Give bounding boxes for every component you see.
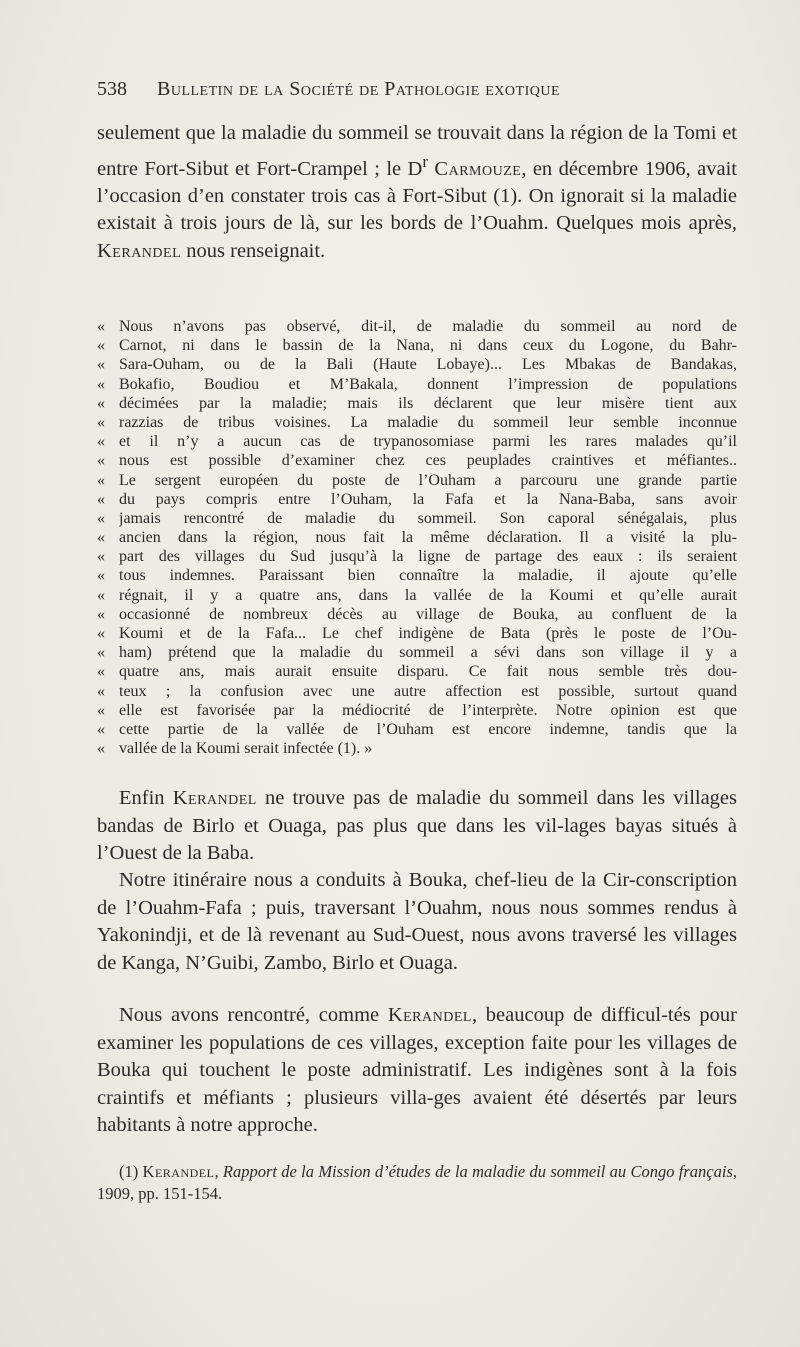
quote-line xyxy=(97,586,737,605)
quote-line xyxy=(97,566,737,585)
quote-line xyxy=(97,432,737,451)
quote-line xyxy=(97,375,737,394)
quote-mark: « xyxy=(97,740,105,758)
quotation-block xyxy=(97,317,737,758)
quote-line xyxy=(97,643,737,662)
quote-line-text: Bokafio, Boudiou et M’Bakala, donnent l’impression de populations xyxy=(119,375,737,393)
quote-line xyxy=(97,509,737,528)
quote-line-text: teux ; la confusion avec une autre affection est possible, surtout quand xyxy=(119,682,737,700)
quote-line-text: jamais rencontré de maladie du sommeil. Son caporal sénégalais, plus xyxy=(119,509,737,527)
quote-line xyxy=(97,451,737,470)
author-carmouze: Carmouze xyxy=(434,157,522,180)
quote-line xyxy=(97,624,737,643)
p4-text-1: Nous avons rencontré, comme xyxy=(119,1004,388,1026)
quote-line xyxy=(97,701,737,720)
quote-line xyxy=(97,605,737,624)
quote-line-text: cette partie de la vallée de l’Ouham est encore indemne, tandis que la xyxy=(119,720,737,738)
page-number: 538 xyxy=(97,78,127,100)
quote-line xyxy=(97,547,737,566)
quote-line-text: razzias de tribus voisines. La maladie du sommeil leur semble inconnue xyxy=(119,413,737,431)
quote-mark: « xyxy=(97,586,105,604)
quote-line xyxy=(97,336,737,355)
quote-line-text: part des villages du Sud jusqu’à la ligne de partage des eaux : ils seraient xyxy=(119,548,737,566)
quote-mark: « xyxy=(97,452,105,470)
quote-line-text: quatre ans, mais aurait ensuite disparu. Ce fait nous semble très dou- xyxy=(119,663,737,681)
intro-text-3: nous renseignait. xyxy=(181,239,326,262)
author-kerandel-1: Kerandel xyxy=(97,239,182,262)
quote-line-text: vallée de la Koumi serait infectée (1). » xyxy=(119,740,373,758)
quote-mark: « xyxy=(97,701,105,719)
quote-line-text: occasionné de nombreux décès au village de Bouka, au confluent de la xyxy=(119,605,737,623)
quote-mark: « xyxy=(97,318,105,335)
quote-mark: « xyxy=(97,663,105,681)
footnote-sep: , xyxy=(214,1162,223,1181)
author-kerandel-2: Kerandel xyxy=(172,787,257,809)
quote-mark: « xyxy=(97,490,105,508)
intro-text-1: seulement que la maladie du sommeil se trouvait dans la région de la Tomi et entre Fort-Sibut et Fort-Crampel ; le D xyxy=(97,122,737,180)
quote-line xyxy=(97,394,737,413)
quote-line-text: Carnot, ni dans le bassin de la Nana, ni dans ceux du Logone, du Bahr- xyxy=(119,337,737,355)
intro-text-2: , en décembre 1906, avait l’occasion d’en constater trois cas à Fort-Sibut (1). On ignorait si la maladie existait à trois jours de là, sur les bords de l’Ouahm. Quelques mois après, xyxy=(97,157,737,235)
quote-line xyxy=(97,471,737,490)
quote-line xyxy=(97,355,737,374)
quote-line xyxy=(97,317,737,336)
quote-mark: « xyxy=(97,394,105,412)
footnote-marker: (1) xyxy=(119,1162,143,1181)
p3-text: Notre itinéraire nous a conduits à Bouka, chef-lieu de la Cir-conscription de l’Ouahm-Fafa ; puis, traversant l’Ouahm, nous nous sommes rendus à Yakonindji, et de là revenant au Sud-Ouest, nous avons traversé les villages de Kanga, N’Guibi, Zambo, Birlo et Ouaga. xyxy=(97,869,737,974)
journal-title: Bulletin de la Société de Pathologie exotique xyxy=(157,78,561,100)
quote-line-text: décimées par la maladie; mais ils déclarent que leur misère tient aux xyxy=(119,394,737,412)
quote-mark: « xyxy=(97,605,105,623)
running-header xyxy=(97,78,727,112)
footnote xyxy=(97,1161,737,1205)
p2-text-1: Enfin xyxy=(119,787,173,809)
quote-line xyxy=(97,490,737,509)
quote-line-text: du pays compris entre l’Ouham, la Fafa et la Nana-Baba, sans avoir xyxy=(119,490,737,508)
quote-line xyxy=(97,682,737,701)
quote-line-text: elle est favorisée par la médiocrité de l’interprète. Notre opinion est que xyxy=(119,701,737,719)
quote-mark: « xyxy=(97,682,105,700)
quote-mark: « xyxy=(97,567,105,585)
quote-line-text: et il n’y a aucun cas de trypanosomiase parmi les rares malades qu’il xyxy=(119,433,737,451)
intro-paragraph xyxy=(97,120,737,265)
quote-line-text: tous indemnes. Paraissant bien connaître la maladie, il ajoute qu’elle xyxy=(119,567,737,585)
quote-mark: « xyxy=(97,356,105,374)
quote-mark: « xyxy=(97,625,105,642)
quote-mark: « xyxy=(97,471,105,489)
quote-mark: « xyxy=(97,529,105,547)
quote-line-text: Koumi et de la Fafa... Le chef indigène de Bata (près le poste de l’Ou- xyxy=(119,625,737,642)
quote-mark: « xyxy=(97,509,105,527)
p2-text-2: ne trouve pas de maladie du sommeil dans les villages bandas de Birlo et Ouaga, pas plus que dans les vil-lages bayas situés à l’Ouest de la Baba. xyxy=(97,787,738,864)
quote-mark: « xyxy=(97,720,105,738)
author-kerandel-3: Kerandel xyxy=(387,1004,472,1026)
paragraph-3 xyxy=(97,867,737,977)
quote-mark: « xyxy=(97,337,105,355)
footnote-author: Kerandel xyxy=(142,1162,215,1181)
quote-line xyxy=(97,662,737,681)
footnote-title: Rapport de la Mission d’études de la maladie du sommeil au Congo français xyxy=(222,1162,733,1181)
quote-line-text: Nous n’avons pas observé, dit-il, de maladie du sommeil au nord de xyxy=(119,318,737,335)
paragraph-2 xyxy=(97,785,737,868)
quote-line-text: Sara-Ouham, ou de la Bali (Haute Lobaye)... Les Mbakas de Bandakas, xyxy=(119,356,737,374)
quote-line xyxy=(97,413,737,432)
quote-line-text: Le sergent européen du poste de l’Ouham a parcouru une grande partie xyxy=(119,471,737,489)
quote-line xyxy=(97,739,737,758)
quote-line-text: nous est possible d’examiner chez ces peuplades craintives et méfiantes.. xyxy=(119,452,737,470)
quote-mark: « xyxy=(97,375,105,393)
quote-line xyxy=(97,528,737,547)
p4-text-2: , beaucoup de difficul-tés pour examiner les populations de ces villages, exception faite pour les villages de Bouka qui touchent le poste administratif. Les indigènes sont à la fois craintifs et méfiants ; plusieurs villa-ges avaient été désertés par leurs habitants à notre approche. xyxy=(97,1004,737,1136)
paragraph-4 xyxy=(97,1002,737,1140)
quote-mark: « xyxy=(97,644,105,662)
quote-line xyxy=(97,720,737,739)
quote-line-text: ancien dans la région, nous fait la même déclaration. Il a visité la plu- xyxy=(119,529,737,547)
quote-mark: « xyxy=(97,413,105,431)
quote-line-text: ham) prétend que la maladie du sommeil a sévi dans son village il y a xyxy=(119,644,737,662)
intro-sup: r xyxy=(422,151,428,171)
quote-mark: « xyxy=(97,433,105,451)
quote-mark: « xyxy=(97,548,105,566)
footnote-citation: , 1909, pp. 151-154. xyxy=(97,1162,737,1203)
quote-line-text: régnait, il y a quatre ans, dans la vallée de la Koumi et qu’elle aurait xyxy=(119,586,737,604)
